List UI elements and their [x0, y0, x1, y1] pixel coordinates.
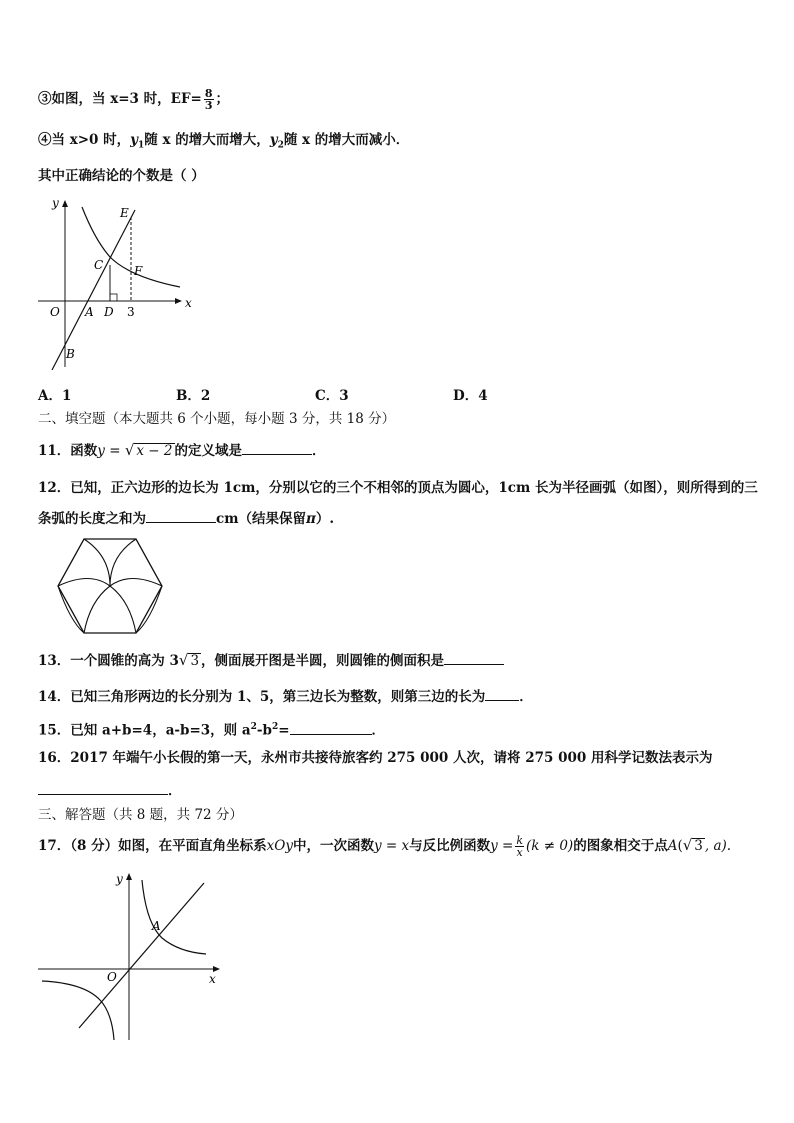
q12-line2	[38, 508, 334, 529]
q12-line1: 12．已知，正六边形的边长为 1cm，分别以它的三个不相邻的顶点为圆心，1cm 长为半径画弧（如图），则所得到的三	[38, 480, 758, 496]
right-angle-mark	[110, 294, 117, 301]
q10-item3	[38, 88, 229, 111]
q12-suffix: cm（结果保留	[216, 511, 307, 527]
arc-3a	[84, 586, 110, 633]
ef-fraction	[204, 88, 214, 111]
label-c: C	[94, 258, 104, 272]
section-3-heading: 三、解答题（共 8 题，共 72 分）	[38, 807, 243, 823]
q11-end: ．	[312, 443, 326, 459]
q16-line1: 16．2017 年端午小长假的第一天，永州市共接待旅客约 275 000 人次，请将 275 000 用科学记数法表示为	[38, 750, 713, 766]
label-d: D	[104, 305, 114, 319]
label-o: O	[50, 305, 60, 319]
line-y1	[52, 210, 135, 370]
label-a: A	[85, 305, 94, 319]
radical-sign: √	[178, 651, 189, 669]
y1-sub: 1	[138, 140, 145, 151]
q13-blank[interactable]	[444, 650, 504, 665]
y2: y	[269, 132, 278, 148]
q17-radicand: 3	[694, 838, 703, 854]
q12-hexagon-figure	[50, 536, 170, 638]
y-arrow	[62, 200, 68, 207]
q15	[38, 717, 385, 741]
section-2-heading: 二、填空题（本大题共 6 个小题，每小题 3 分，共 18 分）	[38, 411, 396, 427]
q10-figure	[30, 195, 200, 370]
frac-x: x	[516, 846, 523, 859]
q14-text: 14．已知三角形两边的长分别为 1、5，第三边长为整数，则第三边的长为	[38, 689, 486, 705]
q17-open: (	[677, 838, 683, 854]
q14	[38, 686, 533, 707]
option-a: A．1	[38, 388, 72, 404]
label-f: F	[134, 264, 143, 278]
label-b: B	[66, 347, 75, 361]
y1: y	[130, 132, 139, 148]
q15-blank[interactable]	[290, 720, 372, 735]
q15-eq: =	[278, 722, 290, 739]
q13-prefix: 13．一个圆锥的高为 3	[38, 653, 179, 669]
option-b: B．2	[176, 388, 211, 404]
frac-k: k	[516, 834, 523, 847]
q15-sup1: 2	[250, 722, 257, 732]
q13-radicand: 3	[190, 653, 200, 669]
q12-prefix: 条弧的长度之和为	[38, 511, 146, 527]
q17-close: , a).	[704, 838, 732, 854]
q17	[38, 835, 731, 858]
q11	[38, 440, 326, 461]
q10-item4-b: 随 x 的增大而增大，	[144, 132, 270, 148]
q10-item4-c: 随 x 的增大而减小．	[283, 132, 410, 148]
q12-end: ）.	[315, 511, 335, 527]
option-d: D．4	[453, 388, 488, 404]
line-y-eq-x	[79, 883, 204, 1028]
q17-prefix: 17．（8 分）如图，在平面直角坐标系	[38, 838, 267, 854]
label-e: E	[120, 206, 129, 220]
arc-3b	[110, 586, 136, 633]
hyperbola-q3	[42, 981, 114, 1040]
label-x: x	[185, 296, 192, 310]
q16-line2	[38, 780, 182, 801]
q13	[38, 650, 504, 671]
q10-question: 其中正确结论的个数是（ ）	[38, 168, 205, 184]
q10-item3-text: ③如图，当 x=3 时，EF=	[38, 91, 202, 107]
q15-prefix: 15．已知 a+b=4，a-b=3，则 a	[38, 722, 251, 739]
q17-cond: (k ≠ 0)	[526, 838, 574, 854]
q17-ylhs: y =	[490, 838, 514, 854]
label-three: 3	[127, 305, 135, 319]
q11-radicand: x − 2	[136, 443, 173, 459]
q12-pi: π	[306, 511, 316, 527]
y-arrow	[126, 873, 132, 880]
q17-k-over-x	[515, 835, 524, 858]
frac-num: 8	[204, 87, 213, 100]
radical-sign: √	[682, 836, 693, 854]
q10-item4-a: ④当 x>0 时，	[38, 132, 131, 148]
q17-figure	[34, 868, 234, 1043]
frac-den: 3	[204, 99, 213, 112]
q17-mid3: 的图象相交于点	[573, 838, 668, 854]
q13-suffix: ，侧面展开图是半圆，则圆锥的侧面积是	[201, 653, 445, 669]
q16-end: ．	[168, 783, 182, 799]
label-y: y	[116, 872, 123, 886]
arc-2b	[58, 579, 110, 587]
q11-blank[interactable]	[242, 440, 312, 455]
q17-xoy: xOy	[266, 838, 293, 854]
label-o: O	[107, 970, 117, 984]
q12-blank[interactable]	[146, 508, 216, 523]
q10-item3-suffix: ；	[215, 91, 229, 107]
arc-1b	[110, 579, 162, 587]
option-c: C．3	[315, 388, 349, 404]
q16-blank[interactable]	[38, 780, 168, 795]
q14-end: ．	[519, 689, 533, 705]
q15-sup2: 2	[271, 722, 279, 732]
q10-item4	[38, 130, 409, 156]
label-x: x	[209, 972, 216, 986]
label-y: y	[52, 196, 59, 210]
q11-lhs: y =	[97, 443, 125, 459]
label-a: A	[152, 919, 161, 933]
y2-sub: 2	[277, 140, 284, 151]
q11-suffix: 的定义域是	[174, 443, 242, 459]
q11-prefix: 11．函数	[38, 443, 98, 459]
q17-mid1: 中，一次函数	[292, 838, 374, 854]
q17-linear: y = x	[373, 838, 410, 854]
q17-mid2: 与反比例函数	[409, 838, 491, 854]
q17-point-a: A	[667, 838, 678, 854]
q15-mid: -b	[256, 722, 272, 739]
q15-end: ．	[371, 722, 386, 739]
q14-blank[interactable]	[485, 686, 519, 701]
x-arrow	[175, 298, 182, 304]
radical-sign: √	[124, 441, 135, 459]
